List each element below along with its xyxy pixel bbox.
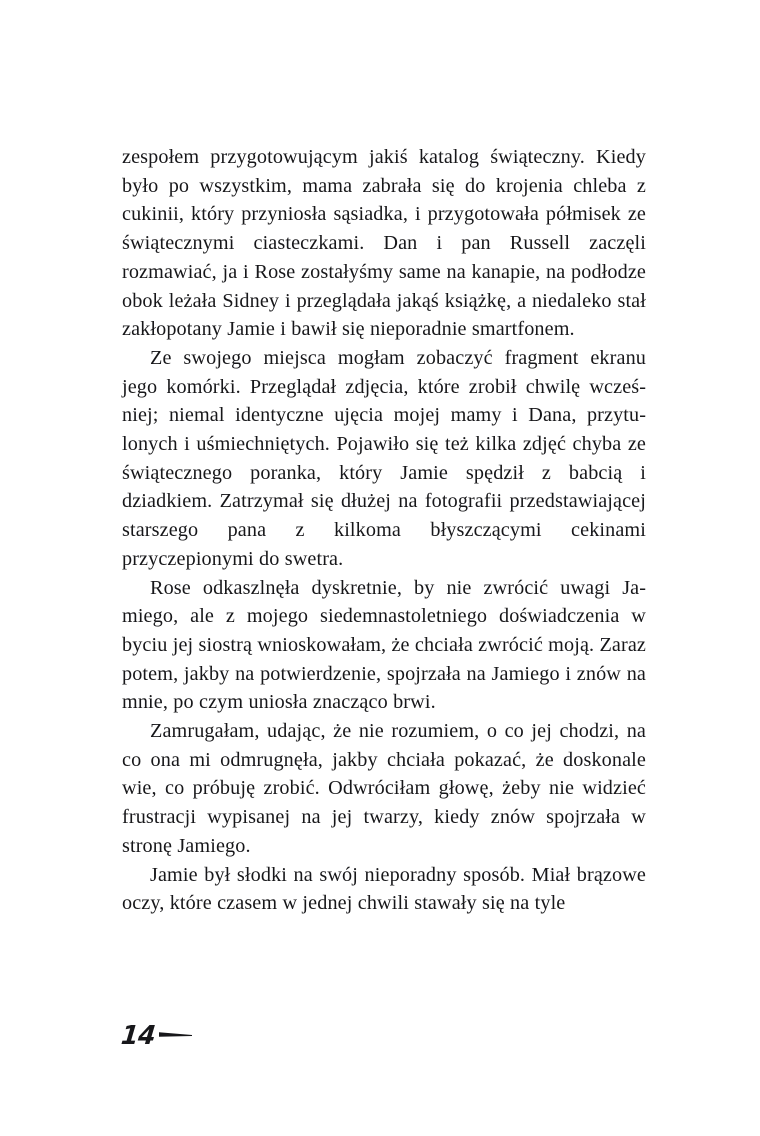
paragraph: zespołem przygotowującym jakiś katalog świąteczny. Kiedy było po wszystkim, mama zabrała się do krojenia chleba z cukinii, który przyniosła sąsiadka, i przygotowała półmisek ze świątecznymi ciasteczkami. Dan i pan Russell zaczęli rozmawiać, ja i Rose zostałyśmy same na kanapie, na podłodze obok leżała Sidney i przeglądała jakąś książkę, a niedaleko stał zakłopotany Jamie i bawił się nieporadnie smartfonem. — [122, 146, 646, 341]
paragraph: Jamie był słodki na swój nieporadny sposób. Miał brązowe oczy, które czasem w jednej chwili stawały się na tyle — [122, 863, 646, 915]
page-folio — [120, 1018, 193, 1052]
tapered-dash-icon — [159, 1028, 193, 1046]
body-text-block — [122, 143, 646, 918]
paragraph: Zamrugałam, udając, że nie rozumiem, o co jej chodzi, na co ona mi odmrugnęła, jakby chciała pokazać, że doskonale wie, co próbuję zrobić. Odwróciłam głowę, żeby nie widzieć frustracji wypisanej na jej twarzy, kiedy znów spojrzała w stronę Jamiego. — [122, 720, 646, 857]
page-number: 14 — [119, 1019, 157, 1050]
paragraph: Rose odkaszlnęła dyskretnie, by nie zwrócić uwagi Jamiego, ale z mojego siedemnastoletniego doświadczenia w byciu jej siostrą wnioskowałam, że chciała zwrócić moją. Zaraz potem, jakby na potwierdzenie, spojrzała na Jamiego i znów na mnie, po czym uniosła znacząco brwi. — [122, 576, 647, 714]
paragraph: Ze swojego miejsca mogłam zobaczyć fragment ekranu jego komórki. Przeglądał zdjęcia, które zrobił chwilę wcześniej; niemal identyczne ujęcia mojej mamy i Dana, przytulonych i uśmiechniętych. Pojawiło się też kilka zdjęć chyba ze świątecznego poranka, który Jamie spędził z babcią i dziadkiem. Zatrzymał się dłużej na fotografii przedstawiającej starszego pana z kilkoma błyszczącymi cekinami przyczepionymi do swetra. — [122, 346, 646, 570]
